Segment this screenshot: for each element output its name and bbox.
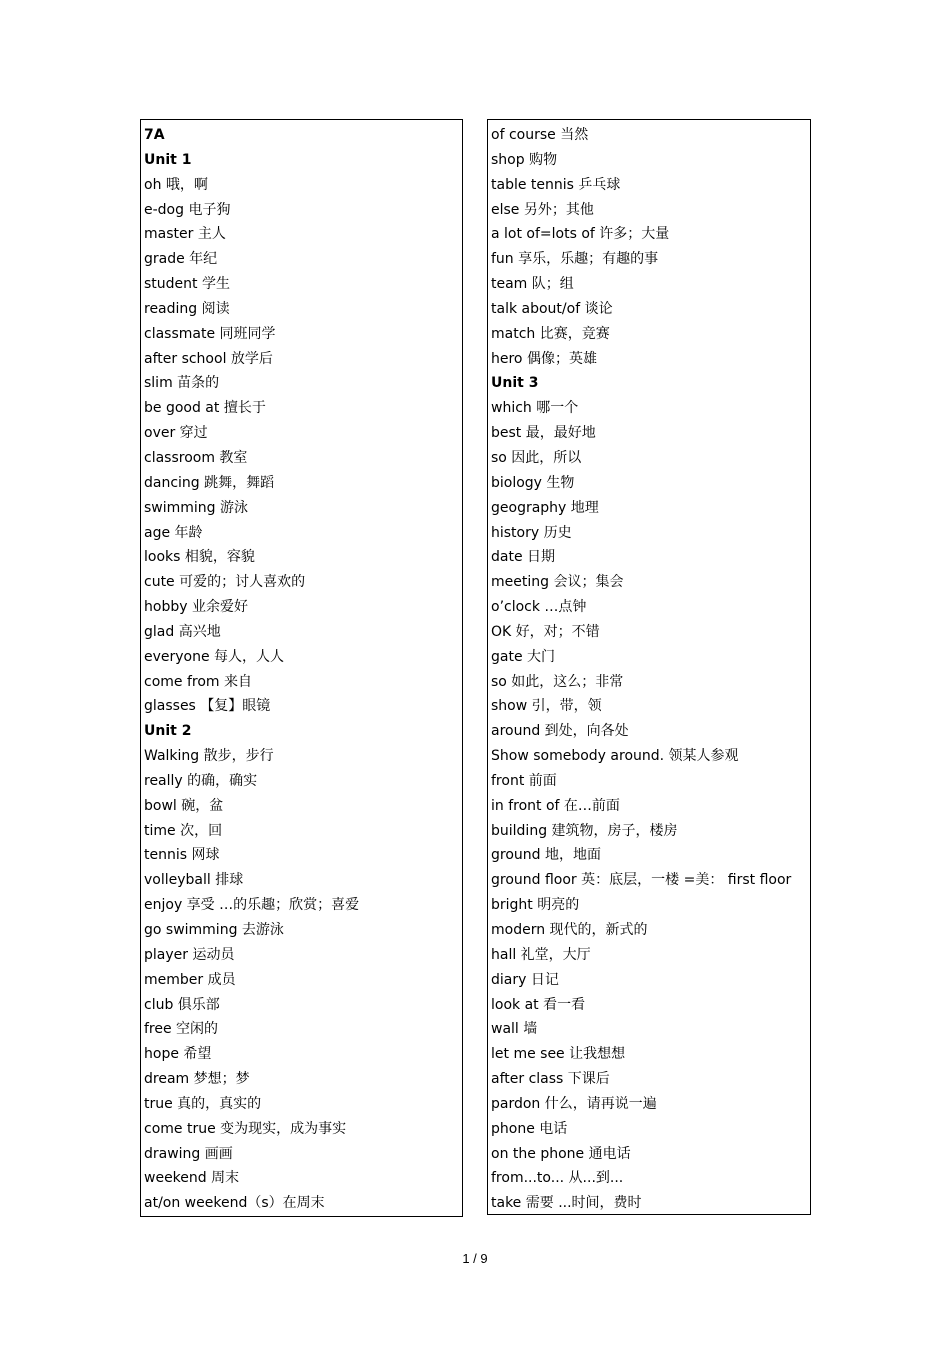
vocab-entry: master 主人 bbox=[144, 226, 226, 243]
vocab-entry: biology 生物 bbox=[491, 474, 575, 491]
vocab-entry: club 俱乐部 bbox=[144, 996, 220, 1013]
vocab-entry: hope 希望 bbox=[144, 1046, 212, 1063]
vocab-entry: bright 明亮的 bbox=[491, 897, 580, 914]
vocab-entry: everyone 每人，人人 bbox=[144, 648, 285, 665]
vocab-entry: best 最，最好地 bbox=[491, 425, 596, 442]
vocab-entry: e-dog 电子狗 bbox=[144, 201, 231, 218]
vocab-entry: hall 礼堂，大厅 bbox=[491, 946, 591, 963]
vocab-entry: front 前面 bbox=[491, 772, 557, 789]
vocab-entry: free 空闲的 bbox=[144, 1021, 219, 1038]
section-heading: Unit 2 bbox=[144, 723, 192, 740]
vocab-entry: be good at 擅长于 bbox=[144, 400, 266, 417]
vocab-entry: true 真的，真实的 bbox=[144, 1095, 262, 1112]
vocab-entry: come true 变为现实，成为事实 bbox=[144, 1120, 347, 1137]
vocab-entry: grade 年纪 bbox=[144, 251, 218, 268]
vocab-entry: let me see 让我想想 bbox=[491, 1046, 626, 1063]
vocab-column-right bbox=[487, 119, 811, 1215]
vocab-entry: so 因此，所以 bbox=[491, 449, 582, 466]
vocab-entry: in front of 在…前面 bbox=[491, 797, 620, 814]
vocab-entry: shop 购物 bbox=[491, 151, 558, 168]
vocab-entry: geography 地理 bbox=[491, 499, 599, 516]
vocab-entry: glad 高兴地 bbox=[144, 623, 221, 640]
vocab-entry: really 的确，确实 bbox=[144, 772, 258, 789]
vocab-entry: come from 来自 bbox=[144, 673, 252, 690]
vocab-entry: wall 墙 bbox=[491, 1021, 538, 1038]
vocab-entry: which 哪一个 bbox=[491, 400, 579, 417]
vocab-entry: meeting 会议；集会 bbox=[491, 574, 624, 591]
vocab-entry: modern 现代的，新式的 bbox=[491, 922, 648, 938]
vocab-entry: Show somebody around. 领某人参观 bbox=[491, 748, 739, 765]
vocab-entry: of course 当然 bbox=[491, 127, 589, 143]
vocab-entry: building 建筑物，房子，楼房 bbox=[491, 822, 678, 839]
vocab-entry: bowl 碗，盆 bbox=[144, 797, 224, 814]
vocab-entry: drawing 画画 bbox=[144, 1145, 233, 1162]
vocab-entry: diary 日记 bbox=[491, 971, 559, 988]
vocab-entry: dream 梦想；梦 bbox=[144, 1071, 250, 1088]
section-heading: Unit 3 bbox=[491, 375, 539, 392]
vocab-entry: member 成员 bbox=[144, 971, 236, 988]
vocab-column-left bbox=[140, 119, 463, 1217]
vocab-list-right bbox=[488, 120, 810, 1215]
vocab-entry: at/on weekend（s）在周末 bbox=[144, 1195, 325, 1212]
vocab-entry: oh 哦，啊 bbox=[144, 176, 208, 193]
vocab-entry: match 比赛，竞赛 bbox=[491, 325, 610, 342]
vocab-entry: so 如此，这么；非常 bbox=[491, 673, 624, 690]
vocab-entry: pardon 什么，请再说一遍 bbox=[491, 1095, 657, 1112]
vocab-list-left bbox=[141, 120, 462, 1216]
vocab-entry: from...to... 从...到... bbox=[491, 1170, 624, 1187]
vocab-entry: o’clock …点钟 bbox=[491, 599, 587, 616]
vocab-entry: player 运动员 bbox=[144, 946, 235, 963]
section-heading: 7A bbox=[144, 127, 165, 143]
vocab-entry: glasses 【复】眼镜 bbox=[144, 698, 271, 715]
vocab-entry: team 队；组 bbox=[491, 276, 574, 293]
vocab-entry: date 日期 bbox=[491, 549, 556, 566]
vocab-entry: take 需要 ...时间，费时 bbox=[491, 1195, 642, 1212]
vocab-entry: ground 地，地面 bbox=[491, 847, 601, 864]
vocab-entry: tennis 网球 bbox=[144, 847, 220, 864]
vocab-entry: around 到处，向各处 bbox=[491, 723, 629, 740]
vocab-entry: slim 苗条的 bbox=[144, 375, 220, 392]
vocab-entry: over 穿过 bbox=[144, 425, 208, 442]
vocab-entry: OK 好，对；不错 bbox=[491, 623, 600, 640]
vocab-entry: age 年龄 bbox=[144, 524, 203, 541]
vocab-entry: classroom 教室 bbox=[144, 449, 248, 466]
vocab-entry: Walking 散步，步行 bbox=[144, 748, 274, 765]
vocab-entry: gate 大门 bbox=[491, 648, 556, 665]
vocab-entry: cute 可爱的；讨人喜欢的 bbox=[144, 574, 306, 591]
vocab-entry: hobby 业余爱好 bbox=[144, 599, 248, 616]
vocab-entry: looks 相貌，容貌 bbox=[144, 549, 255, 566]
vocab-entry: reading 阅读 bbox=[144, 300, 230, 317]
vocab-entry: else 另外；其他 bbox=[491, 201, 594, 218]
vocab-entry: a lot of=lots of 许多；大量 bbox=[491, 226, 670, 243]
vocab-entry: after class 下课后 bbox=[491, 1071, 610, 1088]
vocab-entry: phone 电话 bbox=[491, 1120, 568, 1137]
vocab-entry: time 次，回 bbox=[144, 822, 223, 839]
vocab-entry: ground floor 英：底层，一楼 =美： first floor bbox=[491, 872, 792, 889]
vocab-entry: table tennis 乒乓球 bbox=[491, 176, 621, 193]
vocab-entry: student 学生 bbox=[144, 276, 230, 293]
section-heading: Unit 1 bbox=[144, 151, 192, 168]
vocab-entry: fun 享乐，乐趣；有趣的事 bbox=[491, 251, 659, 268]
vocab-entry: volleyball 排球 bbox=[144, 872, 244, 889]
vocab-entry: go swimming 去游泳 bbox=[144, 922, 284, 938]
vocab-entry: talk about/of 谈论 bbox=[491, 300, 613, 317]
vocab-entry: enjoy 享受 …的乐趣；欣赏；喜爱 bbox=[144, 897, 360, 914]
vocab-entry: history 历史 bbox=[491, 524, 572, 541]
vocab-entry: classmate 同班同学 bbox=[144, 325, 276, 342]
vocab-entry: dancing 跳舞，舞蹈 bbox=[144, 474, 275, 491]
vocab-entry: on the phone 通电话 bbox=[491, 1145, 631, 1162]
vocab-entry: after school 放学后 bbox=[144, 350, 273, 367]
vocab-entry: swimming 游泳 bbox=[144, 499, 249, 516]
vocab-entry: weekend 周末 bbox=[144, 1170, 240, 1187]
vocab-entry: look at 看一看 bbox=[491, 996, 586, 1013]
vocab-entry: hero 偶像；英雄 bbox=[491, 350, 597, 367]
vocab-entry: show 引，带，领 bbox=[491, 698, 602, 715]
page-number: 1 / 9 bbox=[462, 1251, 488, 1266]
